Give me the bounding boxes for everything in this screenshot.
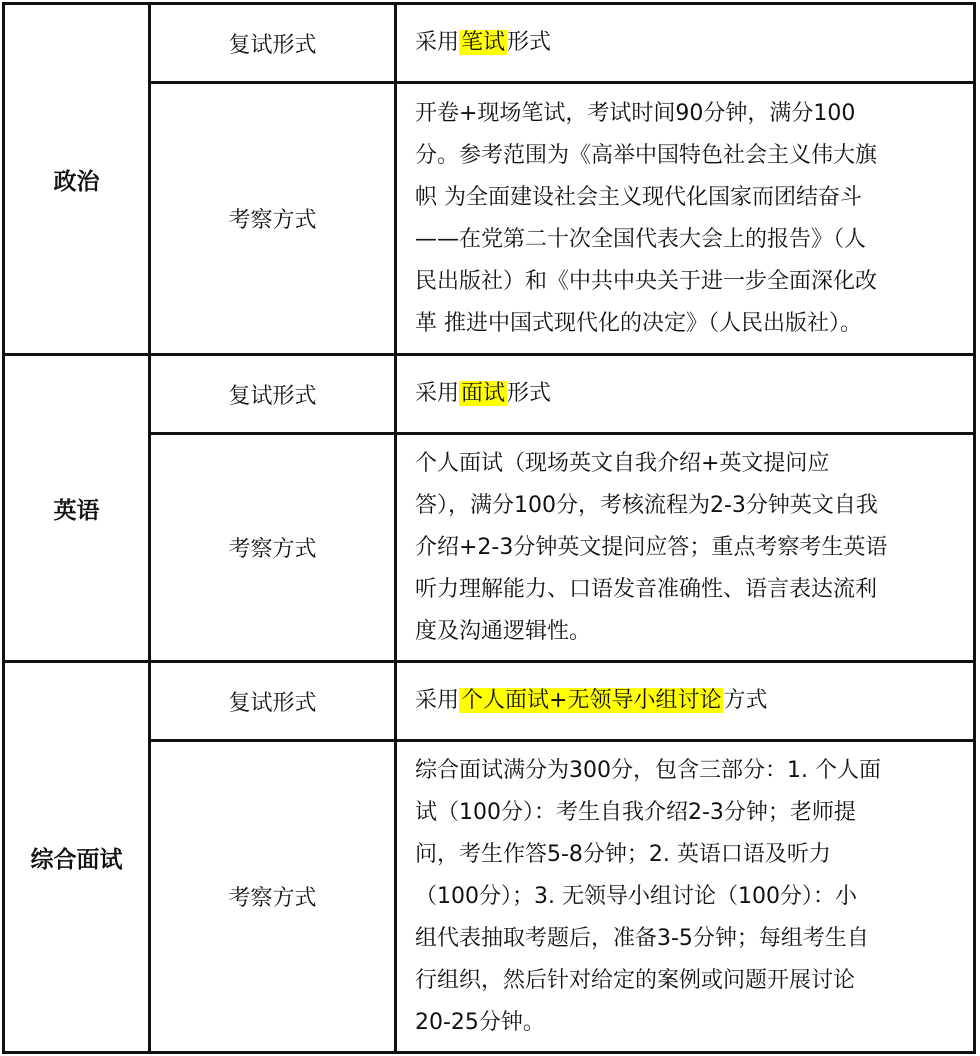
form-suffix: 形式 [507,30,552,55]
subject-cell: 英语 [4,355,150,662]
form-prefix: 采用 [415,30,460,55]
comprehensive-desc-row [4,741,975,1053]
desc-label: 考察方式 [150,741,396,1053]
form-highlight: 个人面试+无领导小组讨论 [461,688,722,713]
form-prefix: 采用 [415,381,460,406]
form-prefix: 采用 [415,688,460,713]
desc-label: 考察方式 [150,83,396,355]
subject-cell: 综合面试 [4,662,150,1053]
desc-text: 个人面试（现场英文自我介绍+英文提问应 答），满分100分，考核流程为2-3分钟英文自我 介绍+2-3分钟英文提问应答；重点考察考生英语 听力理解能力、口语发音准确性、语言表达流利 度及沟通逻辑性。 [396,434,975,662]
politics-form-row [4,4,975,83]
form-highlight: 笔试 [461,30,506,55]
desc-text: 综合面试满分为300分，包含三部分：1. 个人面 试（100分）：考生自我介绍2-3分钟；老师提 问，考生作答5-8分钟；2. 英语口语及听力 （100分）；3. 无领导小组讨论（100分）：小 组代表抽取考题后，准备3-5分钟；每组考生自 行组织，然后针对给定的案例或问题开展讨论 20-25分钟。 [396,741,975,1053]
form-value [396,662,975,741]
english-form-row [4,355,975,434]
desc-label: 考察方式 [150,434,396,662]
form-highlight: 面试 [461,381,506,406]
form-value [396,4,975,83]
subject-cell: 政治 [4,4,150,355]
form-suffix: 方式 [723,688,768,713]
form-label: 复试形式 [150,4,396,83]
form-label: 复试形式 [150,662,396,741]
form-label: 复试形式 [150,355,396,434]
comprehensive-form-row [4,662,975,741]
politics-desc-row [4,83,975,355]
desc-text: 开卷+现场笔试，考试时间90分钟，满分100 分。参考范围为《高举中国特色社会主义伟大旗 帜 为全面建设社会主义现代化国家而团结奋斗 ——在党第二十次全国代表大会上的报告》（人 民出版社）和《中共中央关于进一步全面深化改 革 推进中国式现代化的决定》（人民出版社）。 [396,83,975,355]
form-value [396,355,975,434]
form-suffix: 形式 [507,381,552,406]
english-desc-row [4,434,975,662]
exam-table [2,2,976,1054]
